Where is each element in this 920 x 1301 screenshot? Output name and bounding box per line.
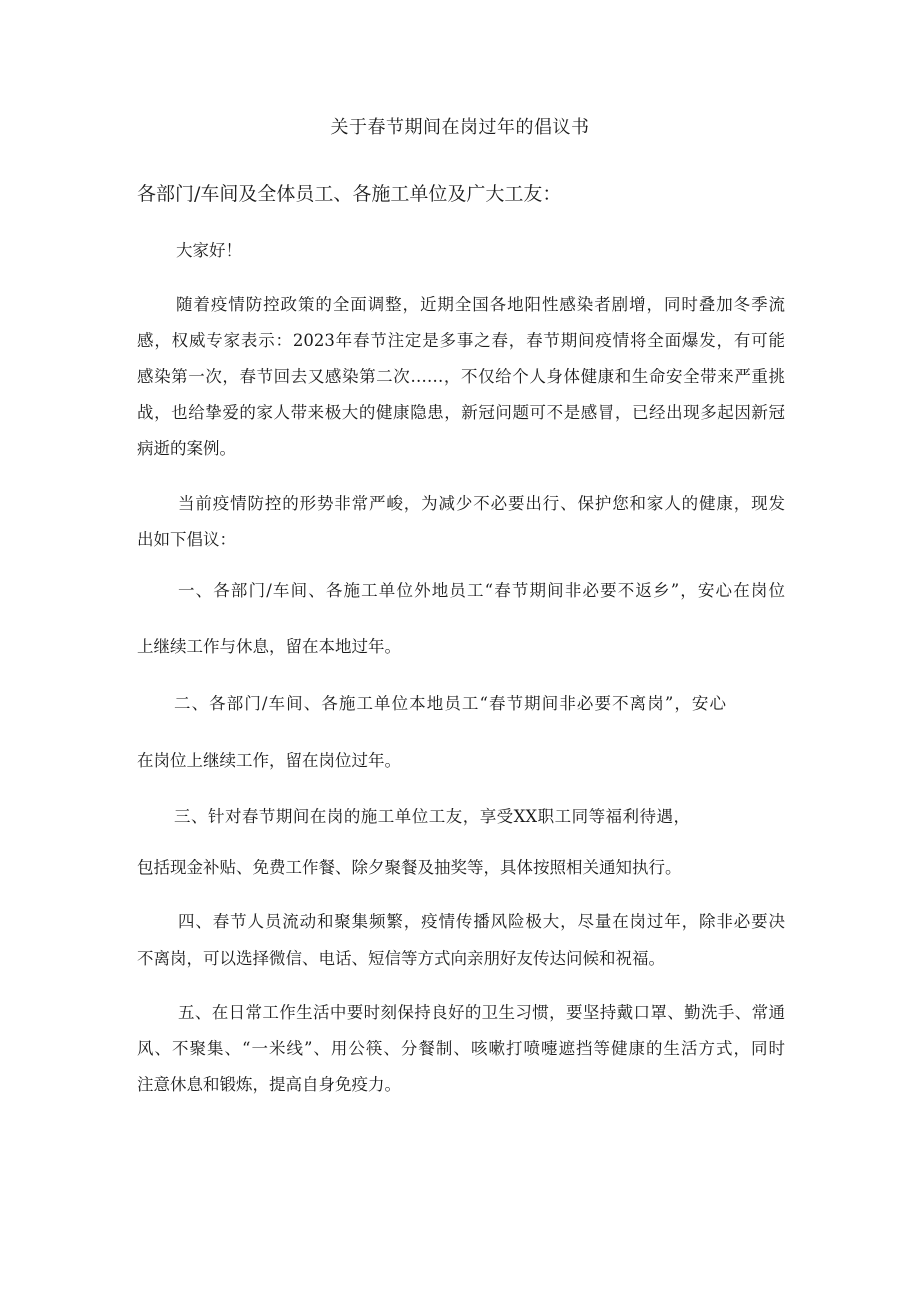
paragraph-line: 风、不聚集、“一米线”、用公筷、分餐制、咳嗽打喷嚏遮挡等健康的生活方式，同时 xyxy=(137,1039,785,1058)
paragraph-line: 病逝的案例。 xyxy=(137,439,236,458)
paragraph-line: 不离岗，可以选择微信、电话、短信等方式向亲朋好友传达问候和祝福。 xyxy=(137,949,665,968)
paragraph-line: 上继续工作与休息，留在本地过年。 xyxy=(137,637,401,656)
paragraph-line: 战，也给挚爱的家人带来极大的健康隐患，新冠问题可不是感冒，已经出现多起因新冠 xyxy=(137,403,785,422)
paragraph-line: 出如下倡议： xyxy=(137,530,236,549)
paragraph-line: 三、针对春节期间在岗的施工单位工友，享受XX职工同等福利待遇， xyxy=(174,807,690,826)
paragraph-line: 在岗位上继续工作，留在岗位过年。 xyxy=(137,751,401,770)
paragraph-line: 二、各部门/车间、各施工单位本地员工“春节期间非必要不离岗”，安心 xyxy=(174,694,726,713)
paragraph-line: 注意休息和锻炼，提高自身免疫力。 xyxy=(137,1075,401,1094)
paragraph-line: 四、春节人员流动和聚集频繁，疫情传播风险极大，尽量在岗过年，除非必要决 xyxy=(178,912,785,931)
greeting: 大家好！ xyxy=(176,241,242,260)
salutation: 各部门/车间及全体员工、各施工单位及广大工友： xyxy=(137,183,562,205)
paragraph-line: 当前疫情防控的形势非常严峻，为减少不必要出行、保护您和家人的健康，现发 xyxy=(178,494,785,513)
paragraph-line: 感，权威专家表示：2023年春节注定是多事之春，春节期间疫情将全面爆发，有可能 xyxy=(137,331,785,350)
paragraph-line: 随着疫情防控政策的全面调整，近期全国各地阳性感染者剧增，同时叠加冬季流 xyxy=(176,295,785,314)
paragraph-line: 感染第一次，春节回去又感染第二次……，不仅给个人身体健康和生命安全带来严重挑 xyxy=(137,367,785,386)
paragraph-line: 一、各部门/车间、各施工单位外地员工“春节期间非必要不返乡”，安心在岗位 xyxy=(178,581,785,600)
paragraph-line: 包括现金补贴、免费工作餐、除夕聚餐及抽奖等，具体按照相关通知执行。 xyxy=(137,858,682,877)
paragraph-line: 五、在日常工作生活中要时刻保持良好的卫生习惯，要坚持戴口罩、勤洗手、常通 xyxy=(178,1003,785,1022)
document-title: 关于春节期间在岗过年的倡议书 xyxy=(330,117,590,138)
